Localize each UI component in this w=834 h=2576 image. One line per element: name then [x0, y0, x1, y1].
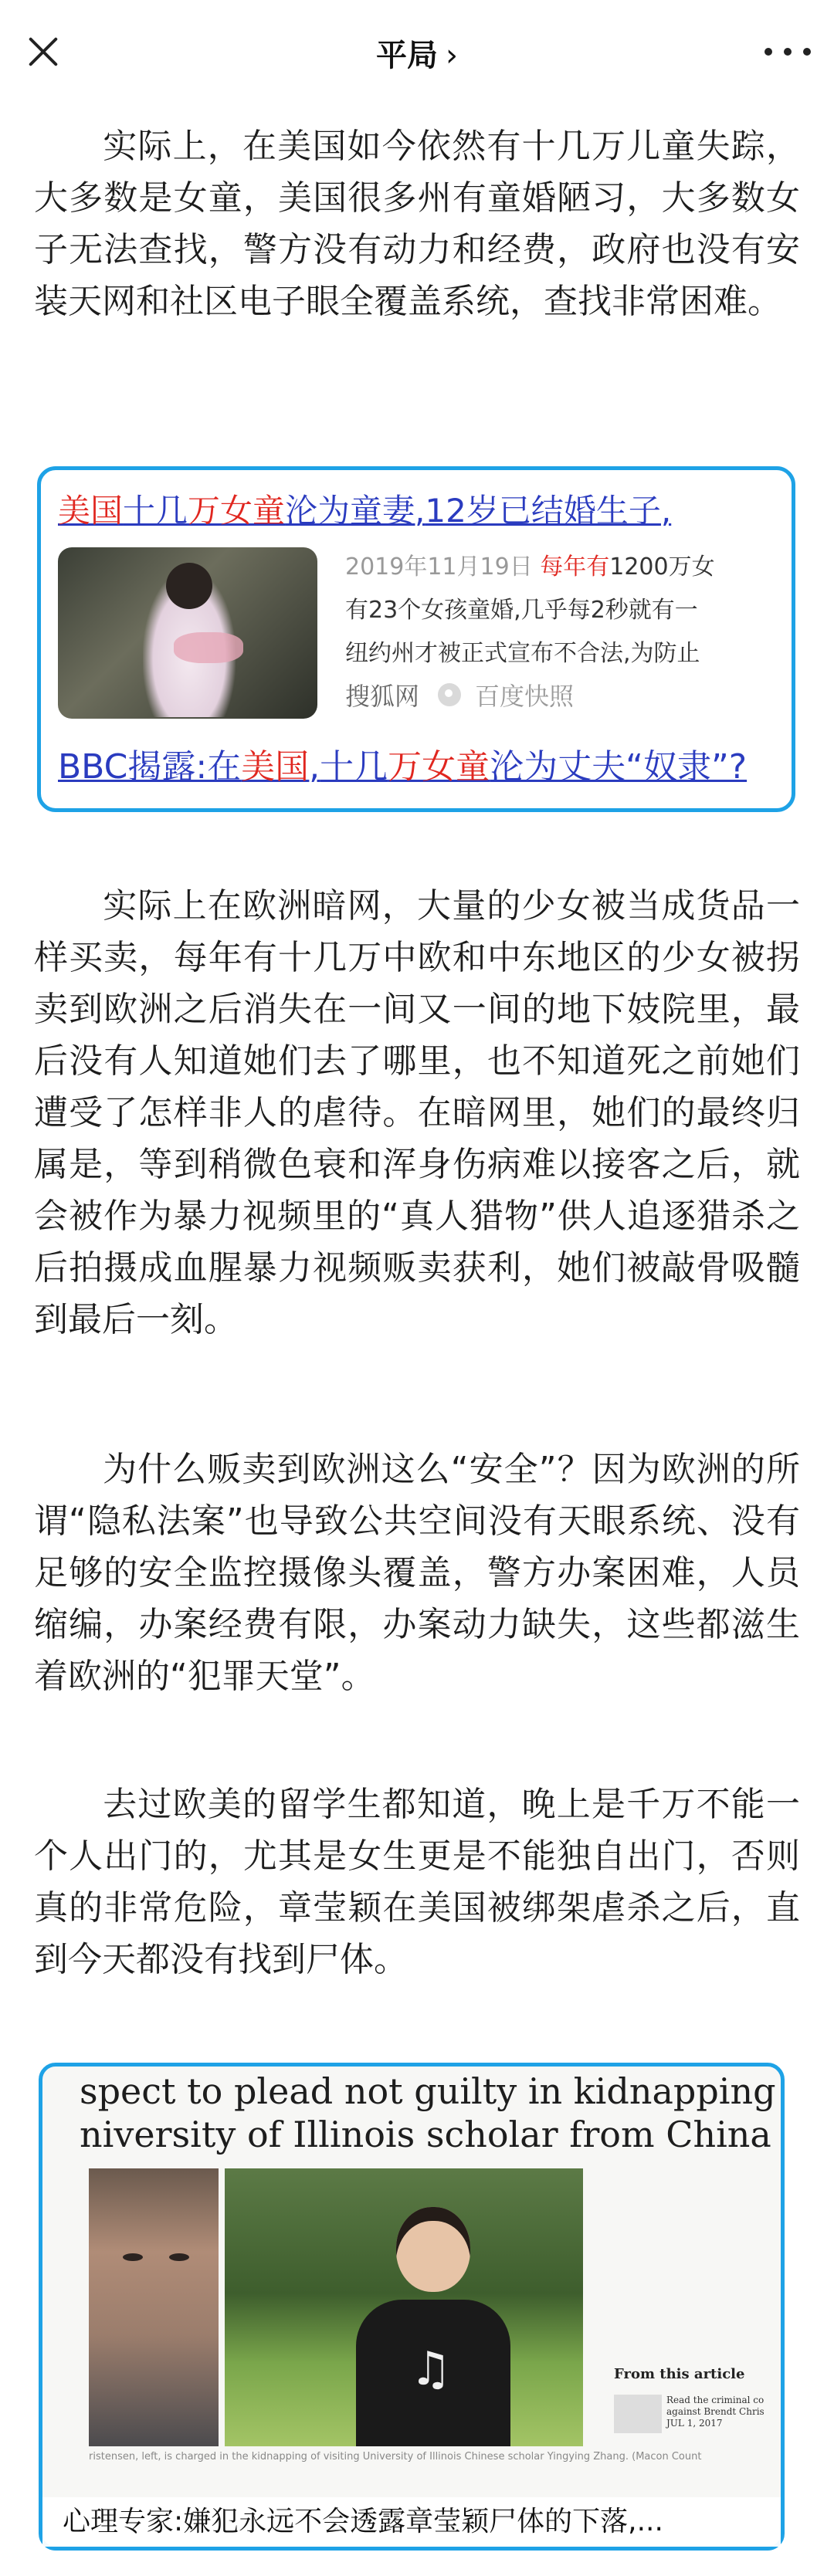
- suspect-photo: [89, 2168, 219, 2446]
- title-part: 12岁已结婚生子,: [425, 492, 672, 530]
- headline-line: niversity of Illinois scholar from China: [80, 2114, 771, 2155]
- image-caption: 心理专家:嫌犯永远不会透露章莹颖尸体的下落,...: [63, 2506, 663, 2537]
- top-bar: [0, 0, 834, 108]
- title-part: 十几: [123, 492, 188, 530]
- cache-link[interactable]: 百度快照: [475, 682, 575, 711]
- related-link[interactable]: [666, 2395, 765, 2429]
- related-date: JUL 1, 2017: [666, 2418, 723, 2429]
- search-result-card[interactable]: [37, 466, 795, 812]
- headline-line: spect to plead not guilty in kidnapping: [80, 2070, 776, 2112]
- title-part: ,: [309, 747, 320, 787]
- related-link-text: Read the criminal co against Brendt Chris: [666, 2395, 764, 2417]
- result-date: 2019年11月19日: [345, 553, 533, 581]
- news-image-card[interactable]: [39, 2063, 785, 2551]
- related-result-title[interactable]: [58, 739, 747, 788]
- snippet-line: 纽约州才被正式宣布不合法,为防止: [345, 640, 700, 667]
- chevron-right-icon: ›: [446, 38, 458, 73]
- title-part: BBC揭露:在: [58, 747, 242, 787]
- title-part: 美国: [58, 492, 124, 530]
- result-thumbnail[interactable]: [58, 547, 317, 719]
- result-title[interactable]: [58, 486, 776, 532]
- more-icon[interactable]: [764, 40, 811, 63]
- paragraph-text: 实际上，在美国如今依然有十几万儿童失踪，大多数是女童，美国很多州有童婚陋习，大多数女子无法查找，警方没有动力和经费，政府也没有安装天网和社区电子眼全覆盖系统，查找非常困难。: [34, 127, 800, 321]
- article-paragraph: [34, 120, 800, 327]
- article-paragraph: [34, 880, 800, 1346]
- title-part: 万女童: [188, 492, 286, 530]
- photo-credit: ristensen, left, is charged in the kidnapping of visiting University of Illinois Chinese scholar Yingying Zhang. (Macon Count: [89, 2451, 702, 2463]
- title-part: 十几: [320, 747, 388, 787]
- article-paragraph: [34, 1779, 800, 1985]
- victim-photo: ♫: [225, 2168, 583, 2446]
- sidebar-heading: From this article: [614, 2366, 745, 2382]
- article-paragraph: [34, 1444, 800, 1702]
- snippet-line: 有23个女孩童婚,几乎每2秒就有一: [345, 597, 698, 624]
- title-part: 沦为童妻,: [285, 492, 425, 530]
- paragraph-text: 为什么贩卖到欧洲这么“安全”？因为欧洲的所谓“隐私法案”也导致公共空间没有天眼系统、没有足够的安全监控摄像头覆盖，警方办案困难，人员缩编，办案经费有限，办案动力缺失，这些都滋生着欧洲的“犯罪天堂”。: [34, 1450, 800, 1696]
- title-part: 美国: [241, 747, 310, 787]
- snippet-line: 1200万女: [609, 553, 715, 581]
- result-snippet: [345, 546, 778, 675]
- page-title[interactable]: [0, 31, 834, 75]
- title-part: 万女童: [388, 747, 490, 787]
- news-headline: [80, 2070, 776, 2156]
- paragraph-text: 去过欧美的留学生都知道，晚上是千万不能一个人出门的，尤其是女生更是不能独自出门，否则真的非常危险，章莹颖在美国被绑架虐杀之后，直到今天都没有找到尸体。: [34, 1785, 800, 1979]
- source-name: 搜狐网: [345, 682, 420, 711]
- snippet-highlight: 每年有: [540, 553, 610, 581]
- paragraph-text: 实际上在欧洲暗网，大量的少女被当成货品一样买卖，每年有十几万中欧和中东地区的少女被拐卖到欧洲之后消失在一间又一间的地下妓院里，最后没有人知道她们去了哪里，也不知道死之前她们遭受了怎样非人的虐待。在暗网里，她们的最终归属是，等到稍微色衰和浑身伤病难以接客之后，就会被作为暴力视频里的“真人猎物”供人追逐猎杀之后拍摄成血腥暴力视频贩卖获利，她们被敲骨吸髓到最后一刻。: [34, 886, 800, 1339]
- related-thumbnail: [614, 2395, 662, 2433]
- result-source: [345, 677, 574, 713]
- related-article-panel: [614, 2366, 768, 2433]
- title-part: 沦为丈夫“奴隶”?: [490, 747, 748, 787]
- page-title-text: 平局: [376, 38, 438, 73]
- cache-icon: [438, 683, 461, 706]
